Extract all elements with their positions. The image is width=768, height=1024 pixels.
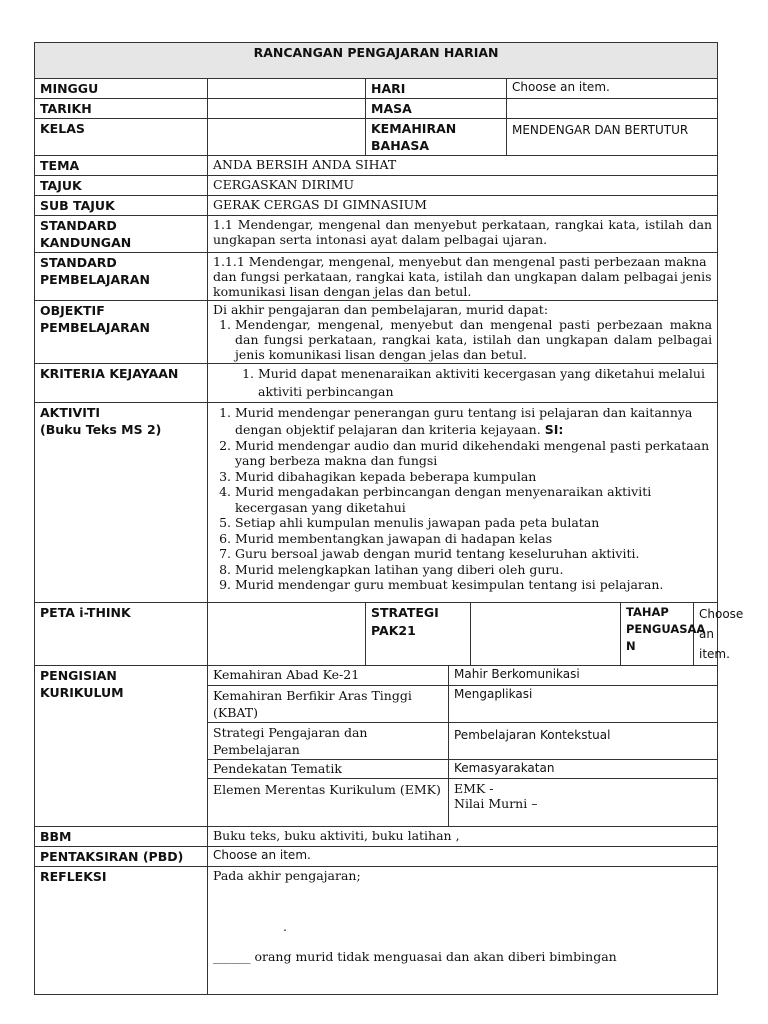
list-item: 4. Murid mengadakan perbincangan dengan menyenaraikan aktiviti kecergasan yang diketahui [235,484,712,515]
peta-ithink-label: PETA i-THINK [35,603,208,666]
pengisian-value[interactable] [449,778,718,826]
minggu-label: MINGGU [35,79,208,99]
pengisian-value[interactable]: Mahir Berkomunikasi [449,666,718,685]
strategi-label-line1: STRATEGI [371,605,439,620]
kemahiran-bahasa-value[interactable]: MENDENGAR DAN BERTUTUR [507,119,718,156]
sub-tajuk-label: SUB TAJUK [35,196,208,216]
kelas-label: KELAS [35,119,208,156]
refleksi-line2 [213,949,617,964]
pentaksiran-dropdown[interactable]: Choose an item. [208,847,718,867]
list-item: 5. Setiap ahli kumpulan menulis jawapan pada peta bulatan [235,515,712,531]
aktiviti-label-line1: AKTIVITI [40,405,101,420]
standard-pembelajaran-label [35,253,208,301]
tema-value[interactable]: ANDA BERSIH ANDA SIHAT [208,156,718,176]
list-item: 1. Mendengar, mengenal, menyebut dan mengenal pasti perbezaan makna dan fungsi perkataan, rangkai kata, istilah dan ungkapan dalam pelbagai jenis komunikasi lisan dengan jelas dan betul. [235,317,712,362]
tahap-label-line3: N [626,639,636,653]
tahap-label [621,603,706,665]
masa-label: MASA [366,99,507,119]
minggu-field[interactable] [208,79,366,99]
tahap-cell [621,603,744,666]
pentaksiran-label: PENTAKSIRAN (PBD) [35,847,208,867]
aktiviti-label-line2: (Buku Teks MS 2) [40,422,162,437]
kriteria-value[interactable] [208,364,718,403]
tarikh-field[interactable] [208,99,366,119]
tahap-label-line2: PENGUASAA [626,622,706,636]
pengisian-key: Elemen Merentas Kurikulum (EMK) [208,778,449,826]
pengisian-key: Pendekatan Tematik [208,759,449,778]
list-item: 6. Murid membentangkan jawapan di hadapan kelas [235,531,712,547]
list-item: 2. Murid mendengar audio dan murid dikehendaki mengenal pasti perkataan yang berbeza makna dan fungsi [235,438,712,469]
pengisian-label-line1: PENGISIAN [40,668,117,683]
kriteria-list [213,365,712,401]
lesson-plan-table [34,42,744,995]
pengisian-kurikulum-label [35,666,208,827]
list-item: 7. Guru bersoal jawab dengan murid tentang keseluruhan aktiviti. [235,546,712,562]
aktiviti-list [213,405,712,593]
pengisian-value[interactable]: Mengaplikasi [449,685,718,722]
lesson-plan-document [34,42,744,995]
refleksi-value[interactable] [208,867,718,995]
kelas-field[interactable] [208,119,366,156]
pengisian-key: Strategi Pengajaran dan Pembelajaran [208,722,449,759]
table-row [208,778,717,826]
objektif-label [35,301,208,364]
objektif-intro: Di akhir pengajaran dan pembelajaran, murid dapat: [213,302,549,317]
aktiviti-item-text: Murid mendengar penerangan guru tentang isi pelajaran dan kaitannya dengan objektif pelajaran dan kriteria kejayaan. [235,405,693,437]
tajuk-value[interactable]: CERGASKAN DIRIMU [208,176,718,196]
refleksi-dot: . [283,919,287,934]
kriteria-label: KRITERIA KEJAYAAN [35,364,208,403]
masa-field[interactable] [507,99,718,119]
list-item: 3. Murid dibahagikan kepada beberapa kumpulan [235,469,712,485]
list-item: 1. Murid dapat menenaraikan aktiviti kecergasan yang diketahui melalui aktiviti perbincangan [258,365,712,401]
sk-label-line1: STANDARD [40,218,117,233]
tahap-dropdown[interactable]: Choose an item. [699,607,744,661]
bbm-value[interactable]: Buku teks, buku aktiviti, buku latihan , [208,827,718,847]
emk-value: EMK - [454,780,494,796]
aktiviti-label [35,403,208,603]
refleksi-blank[interactable]: ______ [213,949,251,964]
tahap-label-line1: TAHAP [626,605,669,619]
pengisian-kurikulum-cell [208,666,718,827]
refleksi-line1: Pada akhir pengajaran; [213,868,361,883]
strategi-label-line2: PAK21 [371,623,416,638]
standard-pembelajaran-value[interactable]: 1.1.1 Mendengar, mengenal, menyebut dan mengenal pasti perbezaan makna dan fungsi perkataan, rangkai kata, istilah dan ungkapan dalam pelbagai jenis komunikasi lisan dengan jelas dan betul. [208,253,718,301]
kemahiran-label-line2: BAHASA [371,138,430,153]
table-row [208,685,717,722]
table-row [208,666,717,685]
table-row [208,722,717,759]
nilai-murni-value: Nilai Murni – [454,795,538,811]
tarikh-label: TARIKH [35,99,208,119]
aktiviti-value[interactable] [208,403,718,603]
hari-label: HARI [366,79,507,99]
tema-label: TEMA [35,156,208,176]
strategi-pak21-field[interactable] [471,603,621,666]
objektif-value[interactable] [208,301,718,364]
page-title: RANCANGAN PENGAJARAN HARIAN [35,43,718,79]
standard-kandungan-label [35,216,208,253]
pengisian-table [208,666,717,826]
kemahiran-bahasa-label [366,119,507,156]
tahap-inner [621,603,744,665]
tajuk-label: TAJUK [35,176,208,196]
refleksi-text: orang murid tidak menguasai dan akan diberi bimbingan [250,949,617,964]
hari-dropdown[interactable]: Choose an item. [507,79,718,99]
sub-tajuk-value[interactable]: GERAK CERGAS DI GIMNASIUM [208,196,718,216]
sk-label-line2: KANDUNGAN [40,235,132,250]
pengisian-key: Kemahiran Abad Ke-21 [208,666,449,685]
sp-label-line1: STANDARD [40,255,117,270]
strategi-pak21-label [366,603,471,666]
peta-ithink-field[interactable] [208,603,366,666]
list-item: 9. Murid mendengar guru membuat kesimpulan tentang isi pelajaran. [235,577,712,593]
kemahiran-label-line1: KEMAHIRAN [371,121,457,136]
refleksi-label: REFLEKSI [35,867,208,995]
obj-label-line2: PEMBELAJARAN [40,320,150,335]
si-tag: SI: [544,421,564,437]
list-item [235,405,712,438]
obj-label-line1: OBJEKTIF [40,303,105,318]
standard-kandungan-value[interactable]: 1.1 Mendengar, mengenal dan menyebut perkataan, rangkai kata, istilah dan ungkapan serta intonasi ayat dalam pelbagai ujaran. [208,216,718,253]
list-item: 8. Murid melengkapkan latihan yang diberi oleh guru. [235,562,712,578]
pengisian-key: Kemahiran Berfikir Aras Tinggi (KBAT) [208,685,449,722]
pengisian-label-line2: KURIKULUM [40,685,124,700]
pengisian-value[interactable]: Kemasyarakatan [449,759,718,778]
table-row [208,759,717,778]
pengisian-value[interactable]: Pembelajaran Kontekstual [449,722,718,759]
bbm-label: BBM [35,827,208,847]
sp-label-line2: PEMBELAJARAN [40,272,150,287]
objektif-list [213,317,712,362]
